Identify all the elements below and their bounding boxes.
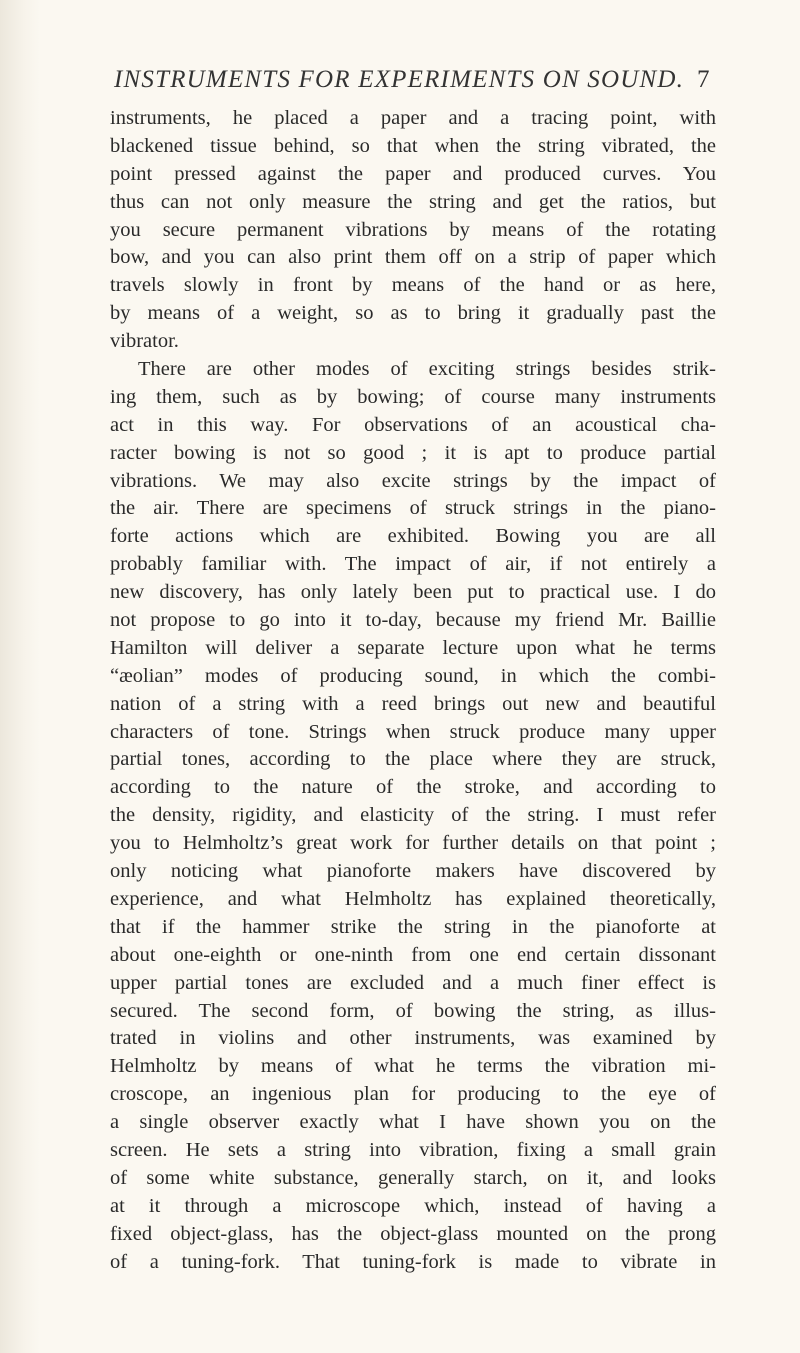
text-line: upper partial tones are excluded and a much finer effect is [110,971,716,994]
text-line: travels slowly in front by means of the hand or as here, [110,274,716,297]
text-line: not propose to go into it to-day, because my friend Mr. Baillie [110,609,716,632]
text-line: of some white substance, generally starch, on it, and looks [110,1166,716,1189]
text-line: fixed object-glass, has the object-glass mounted on the prong [110,1222,716,1245]
text-line: thus can not only measure the string and get the ratios, but [110,190,716,213]
text-line: point pressed against the paper and produced curves. You [110,162,716,185]
text-line: Hamilton will deliver a separate lecture upon what he terms [110,636,716,659]
text-line: trated in violins and other instruments, was examined by [110,1027,716,1050]
text-line: the density, rigidity, and elasticity of the string. I must refer [110,804,716,827]
text-line: croscope, an ingenious plan for producing to the eye of [110,1083,716,1106]
text-line: “æolian” modes of producing sound, in which the combi- [110,664,716,687]
text-line: the air. There are specimens of struck strings in the piano- [110,497,716,520]
running-head [114,66,714,94]
text-line: blackened tissue behind, so that when the string vibrated, the [110,134,716,157]
paragraph-start-line: There are other modes of exciting strings besides strik- [138,358,716,381]
text-line: a single observer exactly what I have shown you on the [110,1111,716,1134]
text-line: nation of a string with a reed brings out new and beautiful [110,692,716,715]
text-line: forte actions which are exhibited. Bowing you are all [110,525,716,548]
text-line: only noticing what pianoforte makers have discovered by [110,860,716,883]
text-line: that if the hammer strike the string in the pianoforte at [110,915,716,938]
text-line: ing them, such as by bowing; of course many instruments [110,385,716,408]
text-line: bow, and you can also print them off on a strip of paper which [110,246,716,269]
text-line: characters of tone. Strings when struck produce many upper [110,720,716,743]
text-line: by means of a weight, so as to bring it gradually past the [110,302,716,325]
text-line: of a tuning-fork. That tuning-fork is made to vibrate in [110,1250,716,1273]
text-line: Helmholtz by means of what he terms the vibration mi- [110,1055,716,1078]
text-line: you secure permanent vibrations by means of the rotating [110,218,716,241]
text-line: according to the nature of the stroke, and according to [110,776,716,799]
body-text [110,105,716,1276]
text-line: racter bowing is not so good ; it is apt to produce partial [110,441,716,464]
text-line: partial tones, according to the place where they are struck, [110,748,716,771]
text-line: about one-eighth or one-ninth from one end certain dissonant [110,943,716,966]
text-line: at it through a microscope which, instead of having a [110,1194,716,1217]
text-line: probably familiar with. The impact of air, if not entirely a [110,553,716,576]
text-line: new discovery, has only lately been put to practical use. I do [110,581,716,604]
page-number: 7 [697,66,711,93]
page-edge-shading [0,0,40,1353]
text-line: vibrator. [110,330,179,353]
text-line: experience, and what Helmholtz has explained theoretically, [110,887,716,910]
running-head-title: INSTRUMENTS FOR EXPERIMENTS ON SOUND. [114,66,685,93]
text-line: you to Helmholtz’s great work for further details on that point ; [110,832,716,855]
text-line: act in this way. For observations of an acoustical cha- [110,413,716,436]
text-line: vibrations. We may also excite strings by the impact of [110,469,716,492]
text-line: secured. The second form, of bowing the string, as illus- [110,999,716,1022]
text-line: screen. He sets a string into vibration, fixing a small grain [110,1138,716,1161]
text-line: instruments, he placed a paper and a tracing point, with [110,107,716,129]
